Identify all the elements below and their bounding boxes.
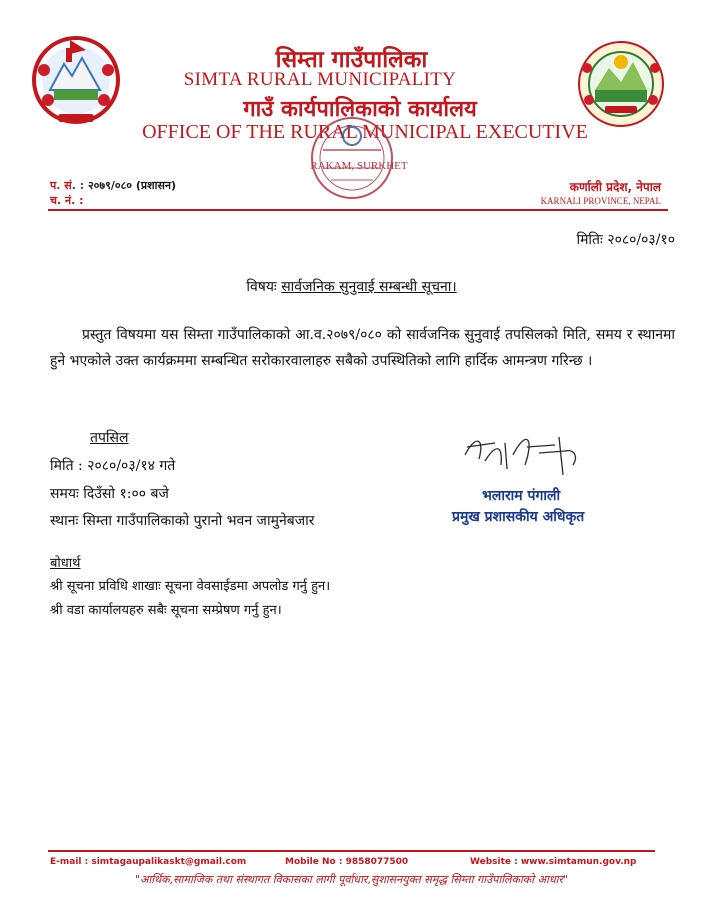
event-place: स्थानः सिम्ता गाउँपालिकाको पुरानो भवन जामुनेबजार — [50, 513, 315, 529]
header-divider — [48, 209, 668, 211]
footer-motto: "आर्थिक,सामाजिक तथा संस्थागत विकासका लागी पूर्वाधार,सुशासनयुक्त समृद्ध सिम्ता गाउँपालिकाको आधार" — [134, 873, 569, 886]
cc-item: श्री सूचना प्रविधि शाखाः सूचना वेवसाईडमा अपलोड गर्नु हुन। — [50, 579, 331, 594]
reference-label: प. सं. : — [50, 179, 85, 192]
reference-value: २०७९/०८० (प्रशासन) — [87, 179, 177, 192]
footer-divider — [48, 850, 655, 852]
subject-label: विषयः — [246, 279, 277, 295]
letter-date: मितिः २०८०/०३/१० — [576, 232, 675, 248]
event-date: मिति : २०८०/०३/१४ गते — [50, 458, 176, 474]
event-time: समयः दिउँसो १:०० बजे — [50, 486, 169, 502]
reference-number — [50, 178, 176, 193]
signatory-name: भलाराम पंगाली — [482, 488, 561, 504]
signature-mark — [455, 425, 605, 485]
letter-body: प्रस्तुत विषयमा यस सिम्ता गाउँपालिकाको आ.व.२०७९/०८० को सार्वजनिक सुनुवाई तपसिलको मिति, समय र स्थानमा हुने भएकोले उक्त कार्यक्रममा सम्बन्धित सरोकारवालाहरु सबैको उपस्थितिको लागि हार्दिक आमन्त्रण गरिन्छ । — [50, 327, 675, 369]
municipality-name-english: SIMTA RURAL MUNICIPALITY — [183, 69, 457, 90]
stamp-location-text: RAKAM, SURKHET — [310, 160, 408, 172]
subject-text: सार्वजनिक सुनुवाई सम्बन्धी सूचना। — [281, 279, 457, 295]
details-title: तपसिल — [90, 430, 129, 446]
cc-title: बोधार्थ — [50, 556, 81, 571]
subject-line — [0, 277, 703, 296]
office-name-english: OFFICE OF THE RURAL MUNICIPAL EXECUTIVE — [142, 121, 588, 143]
municipality-name-nepali: सिम्ता गाउँपालिका — [275, 47, 428, 73]
footer-email: E-mail : simtagaupalikaskt@gmail.com — [50, 857, 247, 867]
cc-item: श्री वडा कार्यालयहरु सबैः सूचना सम्प्रेषण गर्नु हुन। — [50, 603, 282, 618]
footer-mobile: Mobile No : 9858077500 — [285, 857, 409, 867]
province-nepali: कर्णाली प्रदेश, नेपाल — [569, 180, 661, 194]
province-english: KARNALI PROVINCE, NEPAL — [540, 196, 661, 206]
footer-website: Website : www.simtamun.gov.np — [470, 857, 637, 867]
signatory-title: प्रमुख प्रशासकीय अधिकृत — [452, 509, 585, 525]
dispatch-number-label: च. नं. : — [50, 194, 84, 207]
office-name-nepali: गाउँ कार्यपालिकाको कार्यालय — [243, 97, 477, 122]
